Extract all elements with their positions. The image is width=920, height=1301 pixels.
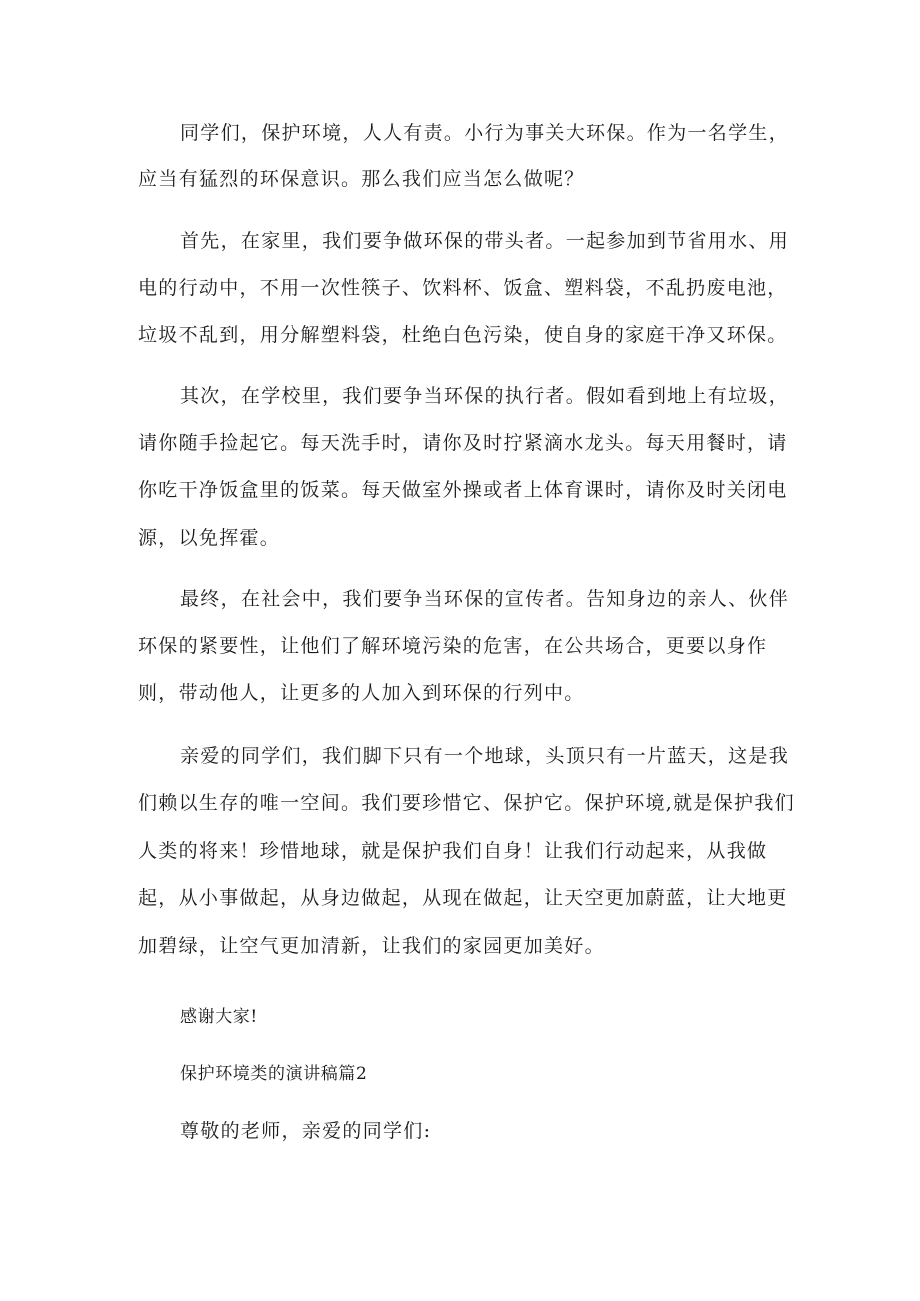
paragraph-1-line-2: 应当有猛烈的环保意识。那么我们应当怎么做呢？ [138, 168, 585, 190]
greeting-line: 尊敬的老师，亲爱的同学们: [180, 1120, 432, 1142]
paragraph-5-line-2: 们赖以生存的唯一空间。我们要珍惜它、保护它。保护环境,就是保护我们 [138, 792, 795, 814]
paragraph-5-line-3: 人类的将来！珍惜地球，就是保护我们自身！让我们行动起来，从我做 [138, 840, 768, 862]
paragraph-2-line-2: 电的行动中，不用一次性筷子、饮料杯、饭盒、塑料袋，不乱扔废电池， [138, 277, 788, 299]
paragraph-5-line-1: 亲爱的同学们，我们脚下只有一个地球，头顶只有一片蓝天，这是我 [180, 745, 790, 767]
paragraph-3-line-1: 其次，在学校里，我们要争当环保的执行者。假如看到地上有垃圾， [180, 385, 790, 407]
paragraph-3-line-4: 源，以免挥霍。 [138, 527, 281, 549]
paragraph-2-line-3: 垃圾不乱到，用分解塑料袋，杜绝白色污染，使自身的家庭干净又环保。 [138, 324, 788, 346]
paragraph-5-line-4: 起，从小事做起，从身边做起，从现在做起，让天空更加蔚蓝，让大地更 [138, 887, 788, 909]
section-heading: 保护环境类的演讲稿篇2 [180, 1064, 368, 1084]
paragraph-3-line-2: 请你随手捡起它。每天洗手时，请你及时拧紧滴水龙头。每天用餐时，请 [138, 432, 788, 454]
paragraph-4-line-2: 环保的紧要性，让他们了解环境污染的危害，在公共场合，更要以身作 [138, 635, 768, 657]
thanks-line: 感谢大家! [180, 1007, 258, 1027]
paragraph-4-line-3: 则，带动他人，让更多的人加入到环保的行列中。 [138, 682, 585, 704]
paragraph-3-line-3: 你吃干净饭盒里的饭菜。每天做室外操或者上体育课时，请你及时关闭电 [138, 479, 788, 501]
paragraph-4-line-1: 最终，在社会中，我们要争当环保的宣传者。告知身边的亲人、伙伴 [180, 588, 790, 610]
paragraph-1-line-1: 同学们，保护环境，人人有责。小行为事关大环保。作为一名学生， [180, 122, 790, 144]
paragraph-5-line-5: 加碧绿，让空气更加清新，让我们的家园更加美好。 [138, 935, 605, 957]
paragraph-2-line-1: 首先，在家里，我们要争做环保的带头者。一起参加到节省用水、用 [180, 230, 790, 252]
